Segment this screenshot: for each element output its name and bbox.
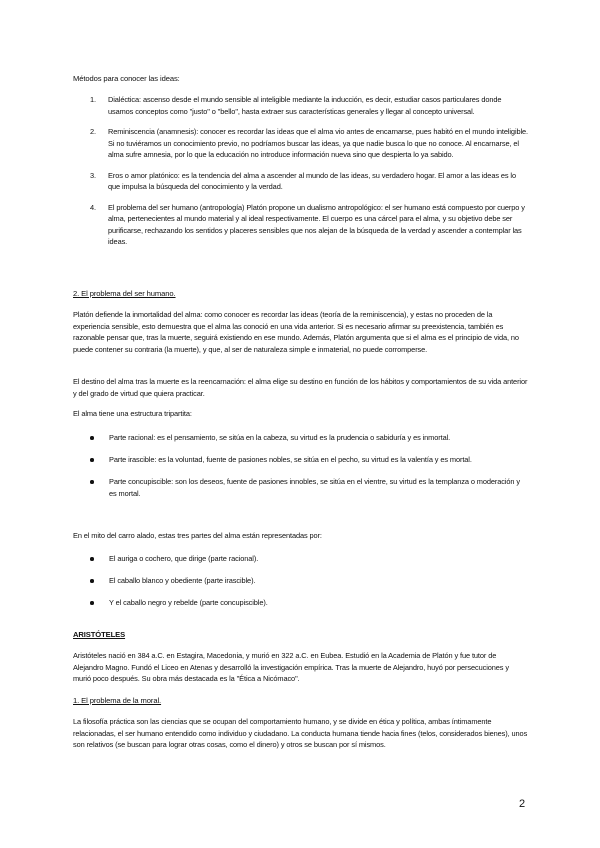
list-item [73, 476, 528, 499]
list-item [73, 202, 528, 248]
bullet-icon [90, 436, 94, 440]
paragraph-reincarnation: El destino del alma tras la muerte es la reencarnación: el alma elige su destino en función de los hábitos y comportamientos de su vida anterior y del grado de virtud que quiera practicar. [73, 377, 528, 398]
list-item [73, 553, 528, 565]
list-number: 3. [90, 170, 96, 180]
list-item-text: Parte concupiscible: son los deseos, fuente de pasiones innobles, se sitúa en el vientre, su virtud es la templanza o moderación y es mortal. [109, 477, 520, 498]
list-item [73, 94, 528, 117]
bullet-icon [90, 579, 94, 583]
list-item [73, 126, 528, 161]
paragraph-tripartite: El alma tiene una estructura tripartita: [73, 409, 192, 418]
list-item-text: Y el caballo negro y rebelde (parte concupiscible). [109, 598, 268, 607]
methods-title: Métodos para conocer las ideas: [73, 74, 180, 83]
paragraph-chariot-intro: En el mito del carro alado, estas tres partes del alma están representadas por: [73, 531, 322, 540]
list-number: 4. [90, 202, 96, 212]
list-item [73, 597, 528, 609]
methods-list [73, 94, 528, 257]
list-item-text: Reminiscencia (anamnesis): conocer es recordar las ideas que el alma vio antes de encarnarse, pues habitó en el mundo inteligible. Si no tuviéramos un conocimiento previo, no podríamos buscar las ideas, ya que nadie busca lo que no conoce. Al encarnarse, el alma sufre amnesia, por lo que la educación no introduce información nueva sino que despierta lo ya sabido. [108, 127, 529, 159]
list-item-text: El auriga o cochero, que dirige (parte racional). [109, 554, 259, 563]
list-item-text: Dialéctica: ascenso desde el mundo sensible al inteligible mediante la inducción, es decir, estudiar casos particulares donde usamos conceptos como "justo" o "bello", hasta extraer sus características generales y llegar al concepto universal. [108, 95, 502, 116]
list-item [73, 454, 528, 466]
chariot-parts-list [73, 553, 528, 619]
list-item-text: Eros o amor platónico: es la tendencia del alma a ascender al mundo de las ideas, su verdadero hogar. El amor a las ideas es lo que impulsa la búsqueda del conocimiento y la verdad. [108, 170, 516, 191]
list-item [73, 170, 528, 193]
list-item [73, 432, 528, 444]
paragraph-moral: La filosofía práctica son las ciencias que se ocupan del comportamiento humano, y se divide en ética y política, ambas íntimamente relacionadas, el ser humano entendido como individuo y ciudadano. La conducta humana tiende hacia fines (telos, considerados bienes), unos son relativos (se buscan para lograr otras cosas, como el dinero) y otros se buscan por sí mismos. [73, 717, 528, 749]
list-item-text: El problema del ser humano (antropología) Platón propone un dualismo antropológico: el ser humano está compuesto por cuerpo y alma, pertenecientes al mundo material y al ideal respectivamente. El cuerpo es una cárcel para el alma, y su objetivo debe ser purificarse, rechazando los sentidos y placeres sensibles que nos alejan de la búsqueda de la verdad y ascender a contemplar las ideas. [108, 202, 525, 246]
section-heading-moral: 1. El problema de la moral. [73, 696, 162, 705]
soul-parts-list [73, 432, 528, 510]
section-heading-aristotle: ARISTÓTELES [73, 630, 126, 639]
bullet-icon [90, 458, 94, 462]
list-item [73, 575, 528, 587]
page-number: 2 [519, 798, 526, 810]
section-heading-human: 2. El problema del ser humano. [73, 289, 176, 298]
bullet-icon [90, 480, 94, 484]
list-item-text: Parte irascible: es la voluntad, fuente de pasiones nobles, se sitúa en el pecho, su virtud es la valentía y es mortal. [109, 455, 472, 464]
paragraph-immortality: Platón defiende la inmortalidad del alma: como conocer es recordar las ideas (teoría de la reminiscencia), y estas no proceden de la experiencia sensible, esto demuestra que el alma las conoció en una vida anterior. Si es necesario afirmar su preexistencia, también es razonable pensar que, tras la muerte, seguirá existiendo en ese mundo. Además, Platón argumenta que si el alma es el principio de vida, no puede contener su contraria (la muerte), y que, al ser de naturaleza simple e inmaterial, no puede corromperse. [73, 310, 519, 354]
list-number: 2. [90, 127, 96, 136]
bullet-icon [90, 557, 94, 561]
list-number: 1. [90, 95, 96, 104]
list-item-text: El caballo blanco y obediente (parte irascible). [109, 576, 256, 585]
paragraph-aristotle-bio: Aristóteles nació en 384 a.C. en Estagira, Macedonia, y murió en 322 a.C. en Eubea. Estudió en la Academia de Platón y fue tutor de Alejandro Magno. Fundó el Liceo en Atenas y desarrolló la investigación empírica. Tras la muerte de Alejandro, huyó por persecuciones y murió poco después. Su obra más destacada es la "Ética a Nicómaco". [73, 651, 509, 683]
list-item-text: Parte racional: es el pensamiento, se sitúa en la cabeza, su virtud es la prudencia o sabiduría y es inmortal. [109, 433, 451, 442]
bullet-icon [90, 601, 94, 605]
